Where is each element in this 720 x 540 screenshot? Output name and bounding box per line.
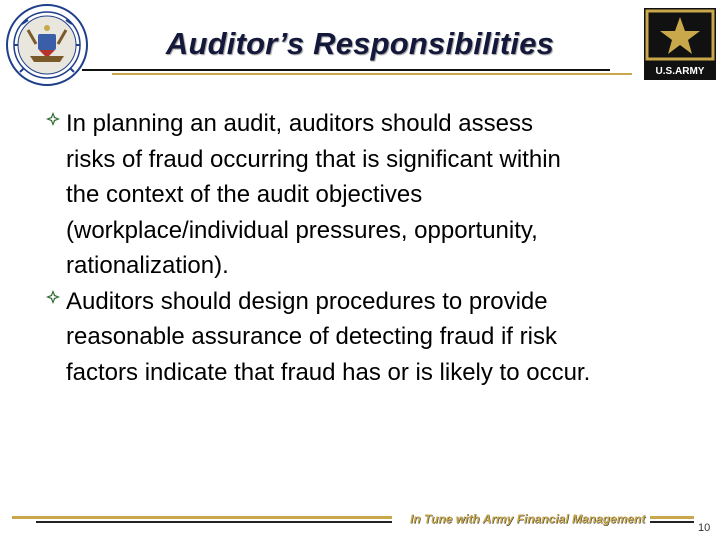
bullet-item <box>26 106 696 284</box>
title-underline <box>82 69 610 71</box>
footer-rule-right <box>650 516 694 519</box>
diamond-bullet-icon <box>26 106 66 131</box>
footer-rule-right-dark <box>650 521 694 523</box>
bullet-text <box>66 284 590 391</box>
us-army-logo-text: U.S.ARMY <box>655 66 705 77</box>
bullet-line: (workplace/individual pressures, opportunity, <box>66 216 538 244</box>
bullet-line: In planning an audit, auditors should assess <box>66 110 533 137</box>
army-seal-logo <box>6 4 88 86</box>
footer-rule-dark <box>36 521 392 523</box>
bullet-line: Auditors should design procedures to provide <box>66 287 548 315</box>
bullet-line: rationalization). <box>66 252 229 279</box>
bullet-line: factors indicate that fraud has or is likely to occur. <box>66 358 591 386</box>
page-number: 10 <box>698 522 711 534</box>
bullet-item <box>26 284 696 391</box>
us-army-star-logo <box>644 8 716 80</box>
title-underline-accent <box>112 73 632 75</box>
slide-title: Auditor’s Responsibilities <box>165 26 555 61</box>
bullet-line: risks of fraud occurring that is significant within <box>66 145 561 173</box>
bullet-list <box>26 106 696 390</box>
bullet-line: reasonable assurance of detecting fraud if risk <box>66 323 557 350</box>
footer-rule <box>12 516 392 519</box>
bullet-line: the context of the audit objectives <box>66 181 423 208</box>
bullet-text <box>66 106 561 284</box>
diamond-bullet-icon <box>26 284 66 309</box>
footer-tagline: In Tune with Army Financial Management <box>410 512 646 526</box>
